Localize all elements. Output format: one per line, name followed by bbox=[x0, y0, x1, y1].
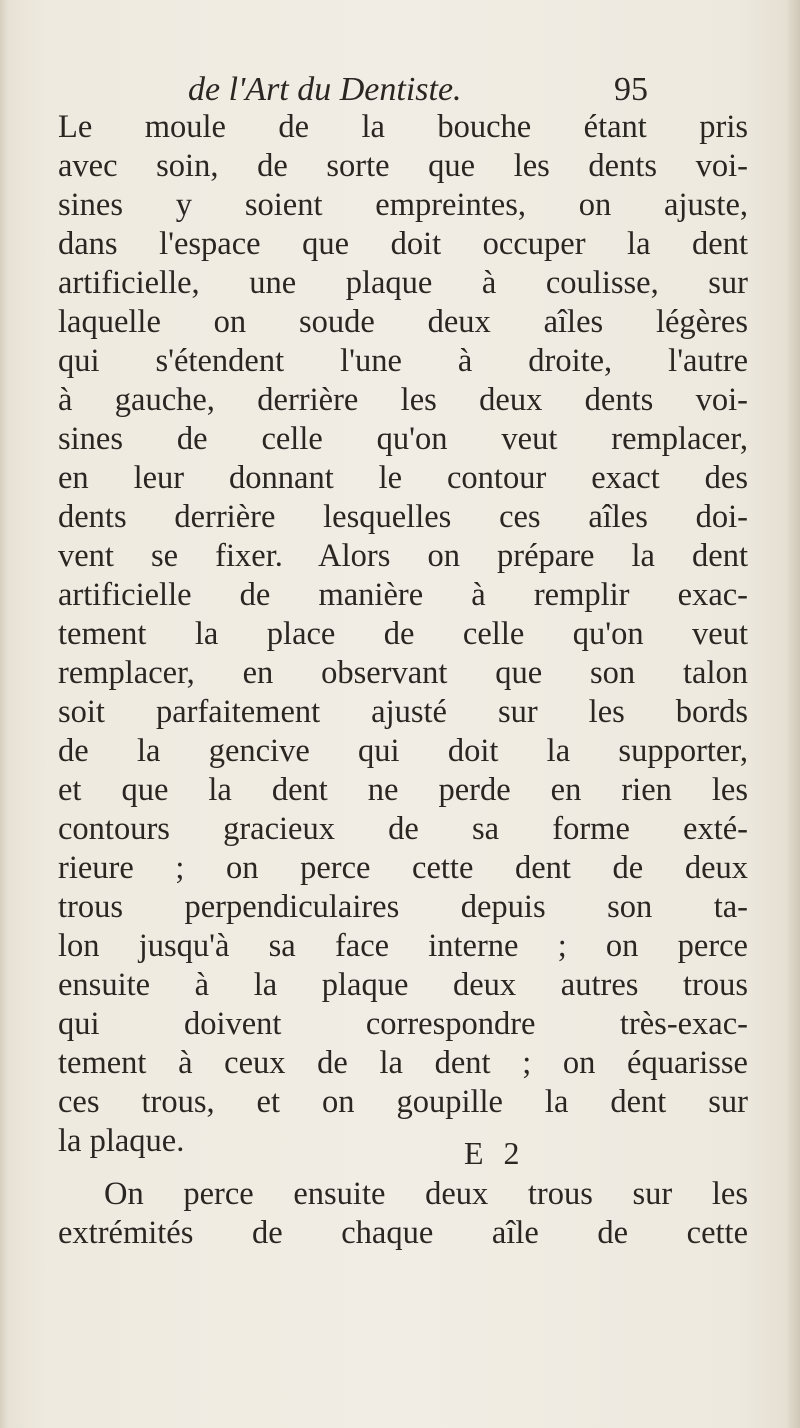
text-line: soit parfaitement ajusté sur les bords bbox=[58, 694, 748, 730]
text-line: vent se fixer. Alors on prépare la dent bbox=[58, 538, 748, 574]
text-line: qui s'étendent l'une à droite, l'autre bbox=[58, 343, 748, 379]
text-line: à gauche, derrière les deux dents voi- bbox=[58, 382, 748, 418]
text-line: qui doivent correspondre très-exac- bbox=[58, 1006, 748, 1042]
text-line: extrémités de chaque aîle de cette bbox=[58, 1215, 748, 1251]
text-line: de la gencive qui doit la supporter, bbox=[58, 733, 748, 769]
text-line: dents derrière lesquelles ces aîles doi- bbox=[58, 499, 748, 535]
body-text bbox=[58, 108, 748, 1253]
text-line: Le moule de la bouche étant pris bbox=[58, 109, 748, 145]
text-line: trous perpendiculaires depuis son ta- bbox=[58, 889, 748, 925]
paragraph-2 bbox=[58, 1175, 748, 1253]
text-line: ensuite à la plaque deux autres trous bbox=[58, 967, 748, 1003]
text-line: contours gracieux de sa forme exté- bbox=[58, 811, 748, 847]
text-line: tement à ceux de la dent ; on équarisse bbox=[58, 1045, 748, 1081]
running-title: de l'Art du Dentiste. bbox=[188, 71, 462, 108]
text-line: lon jusqu'à sa face interne ; on perce bbox=[58, 928, 748, 964]
text-line: dans l'espace que doit occuper la dent bbox=[58, 226, 748, 262]
text-line: et que la dent ne perde en rien les bbox=[58, 772, 748, 808]
text-line: remplacer, en observant que son talon bbox=[58, 655, 748, 691]
text-line: laquelle on soude deux aîles légères bbox=[58, 304, 748, 340]
text-line: la plaque. bbox=[58, 1123, 185, 1159]
text-line: rieure ; on perce cette dent de deux bbox=[58, 850, 748, 886]
text-line: ces trous, et on goupille la dent sur bbox=[58, 1084, 748, 1120]
running-head bbox=[188, 70, 648, 110]
text-line: en leur donnant le contour exact des bbox=[58, 460, 748, 496]
text-line: avec soin, de sorte que les dents voi- bbox=[58, 148, 748, 184]
text-line: tement la place de celle qu'on veut bbox=[58, 616, 748, 652]
page-left-edge bbox=[0, 0, 8, 1428]
page-number: 95 bbox=[614, 71, 648, 108]
text-line: sines de celle qu'on veut remplacer, bbox=[58, 421, 748, 457]
paragraph-1 bbox=[58, 108, 748, 1161]
text-line: artificielle de manière à remplir exac- bbox=[58, 577, 748, 613]
text-line: artificielle, une plaque à coulisse, sur bbox=[58, 265, 748, 301]
text-line: On perce ensuite deux trous sur les bbox=[104, 1176, 748, 1212]
page-right-edge bbox=[786, 0, 800, 1428]
text-line: sines y soient empreintes, on ajuste, bbox=[58, 187, 748, 223]
signature-mark: E 2 bbox=[464, 1135, 526, 1171]
